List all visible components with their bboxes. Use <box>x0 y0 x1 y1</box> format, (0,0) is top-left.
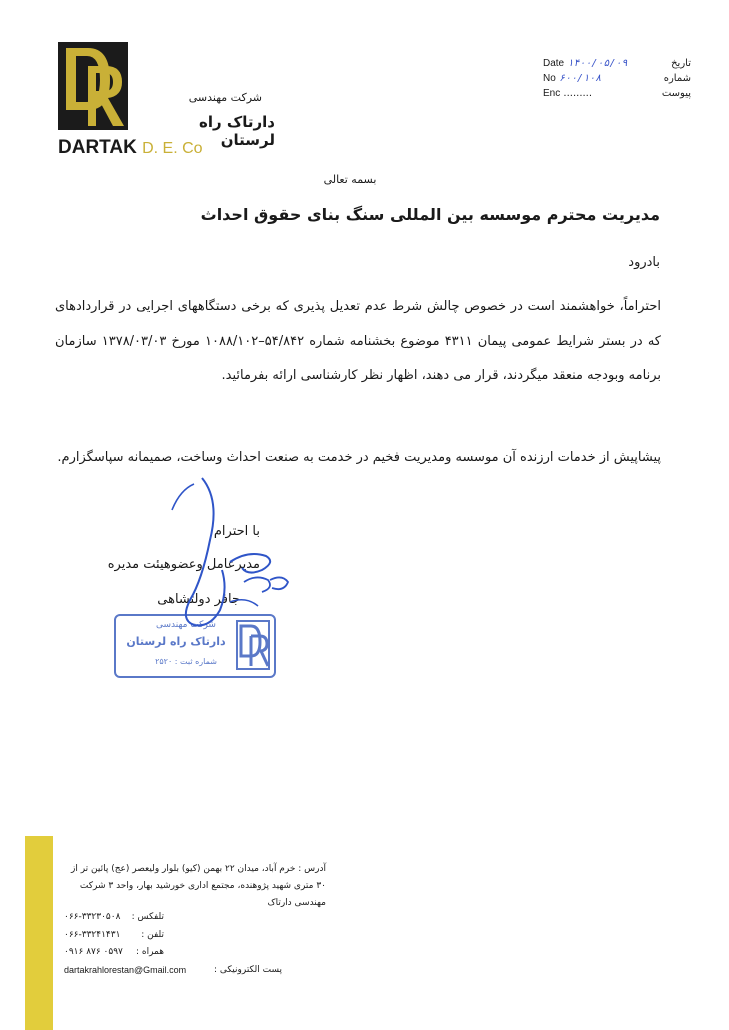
footer-accent-bar <box>25 836 53 1030</box>
signer-name: جافر دولتشاهی <box>157 592 240 607</box>
stamp-line-2: دارتاک راه لرستان <box>126 635 226 648</box>
brand-line <box>58 137 203 159</box>
phone-label: تلفن : <box>141 930 164 940</box>
no-label-en: No <box>543 73 556 84</box>
email-label: پست الکترونیکی : <box>213 965 282 975</box>
enclosure-field <box>543 88 691 99</box>
phone-value: ۰۶۶-۳۳۲۴۱۴۳۱ <box>64 930 121 940</box>
footer-address: آدرس : خرم آباد، میدان ۲۲ بهمن (کیو) بلوار ولیعصر (عج) پائین تر از ۳۰ متری شهید پژوهنده، مجتمع اداری خورشید بهار، واحد ۳ شرکت مهندسی دارتاک <box>71 864 326 908</box>
mobile-value: ۰۹۱۶ ۸۷۶ ۰۵۹۷ <box>64 947 123 957</box>
stamp-line-3: شماره ثبت : ۲۵۲۰ <box>155 657 217 666</box>
handwritten-signature <box>150 470 300 650</box>
body-paragraph-1: احتراماً، خواهشمند است در خصوص چالش شرط عدم تعدیل پذیری که برخی دستگاههای اجرایی در قراردادهای که در بستر شرایط عمومی پیمان ۴۳۱۱ موضوع بخشنامه شماره ۵۴/۸۴۲–۱۰۸۸/۱۰۲ مورخ ۱۳۷۸/۰۳/۰۳ سازمان برنامه وبودجه منعقد میگردند، قرار می دهند، اظهار نظر کارشناسی ارائه بفرمائید. <box>55 299 661 383</box>
brand-suffix: D. E. Co <box>142 140 203 157</box>
bismillah: بسمه تعالی <box>323 173 377 186</box>
enc-value: ......... <box>563 88 593 99</box>
brand-name: DARTAK <box>58 137 137 158</box>
closing: با احترام <box>213 524 260 539</box>
enc-label-fa: پیوست <box>661 88 691 99</box>
number-field <box>543 73 691 84</box>
company-subtitle: شرکت مهندسی <box>188 91 262 104</box>
signer-position: مدیرعامل وعضوهیئت مدیره <box>107 557 260 572</box>
date-field <box>543 58 691 69</box>
footer-mobile <box>64 947 164 960</box>
company-logo <box>58 42 128 130</box>
body-paragraph-2: پیشاپیش از خدمات ارزنده آن موسسه ومدیریت فخیم در خدمت به صنعت احداث وساخت، صمیمانه سپاسگزارم. <box>57 450 661 465</box>
fax-label: تلفکس : <box>131 912 164 922</box>
footer-phone <box>64 930 164 943</box>
fax-value: ۰۶۶-۳۳۲۳۰۵۰۸ <box>64 912 121 922</box>
no-label-fa: شماره <box>663 73 691 84</box>
footer-fax <box>64 912 164 925</box>
email-value[interactable]: dartakrahlorestan@Gmail.com <box>64 965 187 975</box>
footer-email <box>64 965 282 978</box>
company-name: دارتاک راه لرستان <box>199 113 275 149</box>
date-label-fa: تاریخ <box>671 58 691 69</box>
stamp-line-1: شرکت مهندسی <box>156 620 216 630</box>
mobile-label: همراه : <box>135 947 164 957</box>
date-label-en: Date <box>543 58 565 69</box>
no-value: ۶۰۰/۱۰۸ <box>558 73 602 84</box>
enc-label-en: Enc <box>543 88 561 99</box>
date-value: ۱۴۰۰/۰۵/۰۹ <box>567 58 628 69</box>
recipient-heading: مدیریت محترم موسسه بین المللی سنگ بنای حقوق احداث <box>200 205 660 224</box>
salutation: بادرود <box>628 255 660 270</box>
